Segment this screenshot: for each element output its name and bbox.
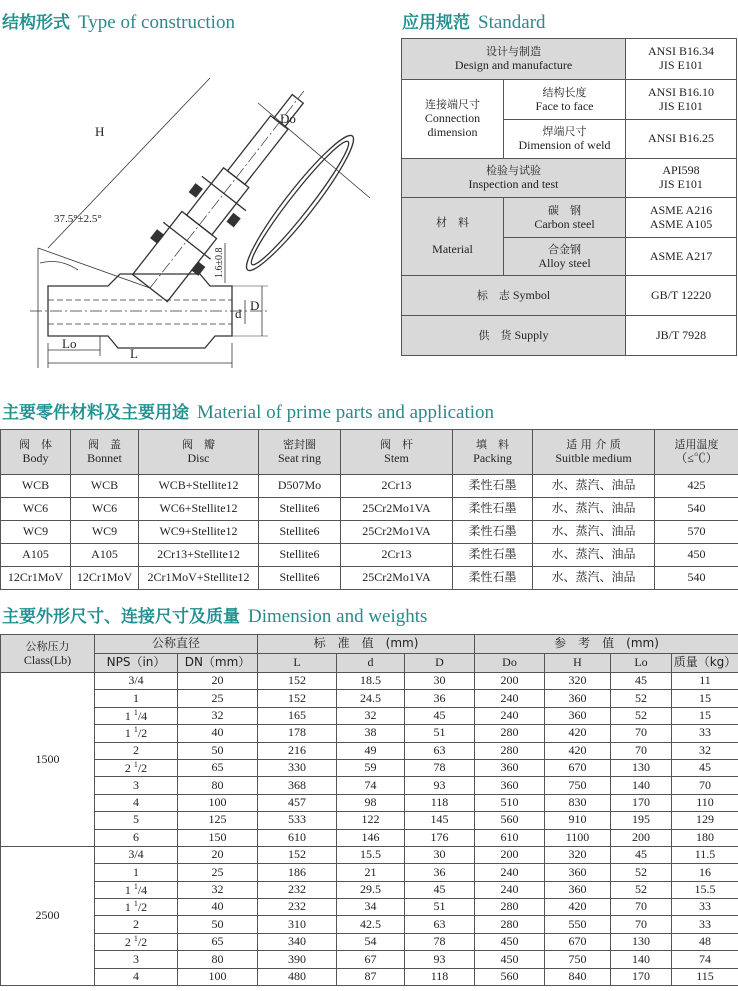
table-cell: 74 [672,951,738,968]
table-cell: 910 [545,812,611,829]
dim-label-Lo: Lo [62,336,77,351]
table-row [1,881,738,898]
table-cell: 柔性石墨 [453,475,533,498]
table-cell: 45 [405,881,475,898]
table-cell: 510 [475,794,545,811]
table-cell: 130 [611,759,672,776]
table-cell: 176 [405,829,475,846]
table-cell: 63 [405,916,475,933]
std-insp-label: 检验与试验 Inspection and test [402,159,626,198]
table-cell: 425 [655,475,738,498]
table-cell: 457 [258,794,337,811]
table-row [1,933,738,950]
table-cell: D507Mo [259,475,341,498]
table-cell: 2 [95,916,178,933]
table-cell: 52 [611,881,672,898]
table-cell: 38 [337,725,405,742]
table-cell: A105 [1,544,71,567]
table-cell: 2 $^1$/2 [95,759,178,776]
table-cell: 50 [178,916,258,933]
table-cell: 360 [475,777,545,794]
table-row [1,690,738,707]
std-weld-value: ANSI B16.25 [626,120,737,159]
table-cell: WCB+Stellite12 [139,475,259,498]
table-cell: 水、蒸汽、油品 [533,521,655,544]
table-cell: 240 [475,690,545,707]
table-cell: 110 [672,794,738,811]
table-cell: 11.5 [672,846,738,863]
std-symbol-label: 标 志 Symbol [402,276,626,316]
table-cell: 360 [545,707,611,724]
table-cell: 450 [475,951,545,968]
table-cell: 2Cr13 [341,544,453,567]
table-cell: 570 [655,521,738,544]
table-cell: 540 [655,567,738,590]
col-header-Do: Do [475,654,545,673]
table-cell: 320 [545,673,611,690]
table-cell: 45 [672,759,738,776]
table-cell: 200 [475,673,545,690]
table-cell: 118 [405,968,475,985]
table-cell: 240 [475,881,545,898]
table-cell: 25 [178,690,258,707]
table-row [1,916,738,933]
dim-label-D: D [250,298,260,313]
table-cell: 柔性石墨 [453,544,533,567]
table-cell: 150 [178,829,258,846]
table-cell: 420 [545,742,611,759]
table-cell: 420 [545,725,611,742]
table-cell: 200 [475,846,545,863]
table-cell: 140 [611,951,672,968]
table-row [1,899,738,916]
table-cell: 70 [611,725,672,742]
table-cell: 195 [611,812,672,829]
class-header: 公称压力 Class(Lb) [1,635,95,673]
valve-construction-drawing [0,38,392,370]
table-cell: 65 [178,933,258,950]
table-cell: 129 [672,812,738,829]
table-cell: WCB [71,475,139,498]
table-cell: 51 [405,899,475,916]
class-cell: 1500 [1,673,95,847]
table-cell: WC6 [71,498,139,521]
table-row [1,864,738,881]
table-cell: 29.5 [337,881,405,898]
table-cell: 200 [611,829,672,846]
table-cell: 15.5 [672,881,738,898]
table-cell: 36 [405,690,475,707]
table-cell: 320 [545,846,611,863]
mat-header: 密封圈 Seat ring [259,430,341,475]
table-cell: 63 [405,742,475,759]
table-cell: 水、蒸汽、油品 [533,544,655,567]
table-cell: 59 [337,759,405,776]
mat-header: 适 用 介 质 Suitble medium [533,430,655,475]
table-row [1,968,738,985]
table-cell: 25Cr2Mo1VA [341,498,453,521]
table-cell: 40 [178,725,258,742]
table-cell: 78 [405,933,475,950]
std-carbon-value: ASME A216 ASME A105 [626,198,737,238]
table-cell: 280 [475,725,545,742]
table-cell: 15 [672,690,738,707]
std-alloy-label: 合金钢 Alloy steel [504,238,626,276]
table-row [1,498,738,521]
mat-header: 填 料 Packing [453,430,533,475]
dim-label-tolerance: 1.6±0.8 [214,247,225,278]
std-supply-label: 供 货 Supply [402,316,626,356]
table-cell: 4 [95,794,178,811]
table-cell: 170 [611,794,672,811]
table-cell: 87 [337,968,405,985]
table-cell: 49 [337,742,405,759]
table-cell: A105 [71,544,139,567]
table-cell: 98 [337,794,405,811]
table-cell: WCB [1,475,71,498]
construction-title: 结构形式 Type of construction [2,12,235,33]
table-cell: 33 [672,899,738,916]
std-alloy-value: ASME A217 [626,238,737,276]
table-cell: 水、蒸汽、油品 [533,567,655,590]
table-cell: 15 [672,707,738,724]
table-cell: 70 [672,777,738,794]
table-cell: 48 [672,933,738,950]
table-cell: 45 [405,707,475,724]
table-row [1,725,738,742]
table-row [1,759,738,776]
col-header-nps: NPS（in） [95,654,178,673]
table-cell: 122 [337,812,405,829]
table-cell: 3/4 [95,846,178,863]
col-header-D: D [405,654,475,673]
table-cell: 130 [611,933,672,950]
table-cell: Stellite6 [259,567,341,590]
table-cell: 32 [178,881,258,898]
table-cell: WC6+Stellite12 [139,498,259,521]
materials-title: 主要零件材料及主要用途 Material of prime parts and application [2,402,495,423]
std-material-label: 材 料 Material [402,198,504,276]
table-cell: 670 [545,933,611,950]
table-cell: 232 [258,881,337,898]
table-cell: 70 [611,899,672,916]
mat-header: 阀 盖 Bonnet [71,430,139,475]
table-cell: 2Cr1MoV+Stellite12 [139,567,259,590]
table-cell: 560 [475,968,545,985]
table-cell: 32 [178,707,258,724]
table-cell: 180 [672,829,738,846]
table-cell: 65 [178,759,258,776]
table-row [1,794,738,811]
mat-header: 阀 瓣 Disc [139,430,259,475]
table-cell: 32 [337,707,405,724]
std-f2f-value: ANSI B16.10 JIS E101 [626,80,737,120]
std-supply-value: JB/T 7928 [626,316,737,356]
mat-header: 适用温度 （≤℃） [655,430,738,475]
materials-table [0,429,738,590]
table-cell: 240 [475,707,545,724]
table-row [1,951,738,968]
table-cell: 610 [258,829,337,846]
table-cell: 1 $^1$/2 [95,899,178,916]
table-row [1,707,738,724]
table-cell: 12Cr1MoV [71,567,139,590]
table-cell: 1 [95,690,178,707]
table-cell: 78 [405,759,475,776]
table-cell: 146 [337,829,405,846]
table-cell: 540 [655,498,738,521]
table-cell: 280 [475,899,545,916]
dimensions-title: 主要外形尺寸、连接尺寸及质量 Dimension and weights [2,606,428,627]
table-cell: 54 [337,933,405,950]
table-cell: 1 $^1$/4 [95,707,178,724]
table-cell: 280 [475,742,545,759]
table-cell: 145 [405,812,475,829]
table-cell: 330 [258,759,337,776]
table-cell: 360 [545,881,611,898]
table-cell: 610 [475,829,545,846]
col-header-dn: DN（mm） [178,654,258,673]
table-cell: 36 [405,864,475,881]
table-cell: 152 [258,673,337,690]
table-cell: 柔性石墨 [453,521,533,544]
table-cell: 280 [475,916,545,933]
table-cell: 67 [337,951,405,968]
table-cell: 2Cr13+Stellite12 [139,544,259,567]
dim-label-Do: Do [280,111,296,126]
table-cell: 80 [178,951,258,968]
dimensions-table [0,634,738,986]
table-cell: 670 [545,759,611,776]
class-cell: 2500 [1,846,95,985]
table-cell: 11 [672,673,738,690]
table-cell: 52 [611,707,672,724]
table-cell: 420 [545,899,611,916]
table-cell: 70 [611,916,672,933]
table-row [1,812,738,829]
table-cell: 5 [95,812,178,829]
table-cell: 165 [258,707,337,724]
table-cell: 74 [337,777,405,794]
std-conn-label: 连接端尺寸 Connection dimension [402,80,504,159]
table-cell: 3/4 [95,673,178,690]
dim-label-H: H [95,124,105,139]
table-cell: 368 [258,777,337,794]
table-cell: 750 [545,777,611,794]
table-cell: 70 [611,742,672,759]
std-carbon-label: 碳 钢 Carbon steel [504,198,626,238]
table-cell: 18.5 [337,673,405,690]
table-cell: 32 [672,742,738,759]
table-cell: 100 [178,794,258,811]
table-cell: 450 [655,544,738,567]
table-cell: 830 [545,794,611,811]
table-cell: WC9 [1,521,71,544]
table-cell: 25Cr2Mo1VA [341,521,453,544]
table-cell: 560 [475,812,545,829]
table-cell: 80 [178,777,258,794]
table-cell: 15.5 [337,846,405,863]
col-header-Lo: Lo [611,654,672,673]
table-cell: 2Cr13 [341,475,453,498]
table-cell: 45 [611,846,672,863]
table-cell: 840 [545,968,611,985]
table-cell: 34 [337,899,405,916]
table-cell: 52 [611,864,672,881]
table-cell: 450 [475,933,545,950]
table-cell: 550 [545,916,611,933]
mat-header: 阀 杆 Stem [341,430,453,475]
table-row [1,846,738,863]
dim-label-d: d [235,306,242,321]
table-row [1,544,738,567]
table-cell: 186 [258,864,337,881]
table-cell: 3 [95,951,178,968]
col-header-d: d [337,654,405,673]
table-cell: WC9 [71,521,139,544]
table-cell: 33 [672,725,738,742]
table-cell: 115 [672,968,738,985]
table-cell: 480 [258,968,337,985]
table-row [1,742,738,759]
standard-title: 应用规范 Standard [402,12,546,33]
table-cell: 170 [611,968,672,985]
table-cell: 118 [405,794,475,811]
std-f2f-label: 结构长度 Face to face [504,80,626,120]
table-cell: 25Cr2Mo1VA [341,567,453,590]
col-header-wt: 质量（kg） [672,654,738,673]
table-cell: 93 [405,777,475,794]
table-cell: 93 [405,951,475,968]
table-cell: 2 [95,742,178,759]
dim-label-L: L [130,346,138,361]
dim-label-angle: 37.5°±2.5° [54,213,102,225]
table-cell: 25 [178,864,258,881]
table-cell: 30 [405,673,475,690]
std-design-label: 设计与制造 Design and manufacture [402,39,626,80]
table-cell: Stellite6 [259,521,341,544]
table-cell: 360 [475,759,545,776]
table-cell: 柔性石墨 [453,498,533,521]
table-cell: 310 [258,916,337,933]
std-insp-value: API598 JIS E101 [626,159,737,198]
table-cell: 390 [258,951,337,968]
table-cell: 2 $^1$/2 [95,933,178,950]
standard-table [401,38,737,356]
table-cell: 125 [178,812,258,829]
table-cell: 40 [178,899,258,916]
table-cell: 1 $^1$/4 [95,881,178,898]
table-row [1,567,738,590]
table-cell: 3 [95,777,178,794]
table-cell: 51 [405,725,475,742]
table-cell: 1 $^1$/2 [95,725,178,742]
table-cell: 水、蒸汽、油品 [533,475,655,498]
table-cell: 1100 [545,829,611,846]
table-cell: 柔性石墨 [453,567,533,590]
table-cell: Stellite6 [259,544,341,567]
std-weld-label: 焊端尺寸 Dimension of weld [504,120,626,159]
table-cell: WC6 [1,498,71,521]
table-cell: 750 [545,951,611,968]
table-cell: Stellite6 [259,498,341,521]
table-cell: 42.5 [337,916,405,933]
col-header-L: L [258,654,337,673]
table-cell: 30 [405,846,475,863]
ref-value-header: 参 考 值 (mm) [475,635,738,654]
std-symbol-value: GB/T 12220 [626,276,737,316]
table-cell: 360 [545,864,611,881]
table-cell: 4 [95,968,178,985]
table-row [1,777,738,794]
table-cell: 100 [178,968,258,985]
table-cell: 152 [258,846,337,863]
table-cell: 水、蒸汽、油品 [533,498,655,521]
table-cell: 12Cr1MoV [1,567,71,590]
table-cell: 45 [611,673,672,690]
table-cell: 20 [178,673,258,690]
table-cell: 6 [95,829,178,846]
table-row [1,673,738,690]
table-cell: WC9+Stellite12 [139,521,259,544]
table-cell: 360 [545,690,611,707]
table-cell: 533 [258,812,337,829]
table-cell: 1 [95,864,178,881]
std-value-header: 标 准 值 (mm) [258,635,475,654]
table-cell: 33 [672,916,738,933]
table-cell: 140 [611,777,672,794]
col-header-H: H [545,654,611,673]
table-cell: 52 [611,690,672,707]
table-row [1,475,738,498]
mat-header: 阀 体 Body [1,430,71,475]
table-cell: 20 [178,846,258,863]
table-cell: 16 [672,864,738,881]
table-row [1,829,738,846]
table-cell: 340 [258,933,337,950]
nominal-header: 公称直径 [95,635,258,654]
table-row [1,521,738,544]
table-cell: 240 [475,864,545,881]
table-cell: 152 [258,690,337,707]
table-cell: 21 [337,864,405,881]
table-cell: 216 [258,742,337,759]
table-cell: 232 [258,899,337,916]
table-cell: 178 [258,725,337,742]
std-design-value: ANSI B16.34 JIS E101 [626,39,737,80]
table-cell: 50 [178,742,258,759]
table-cell: 24.5 [337,690,405,707]
